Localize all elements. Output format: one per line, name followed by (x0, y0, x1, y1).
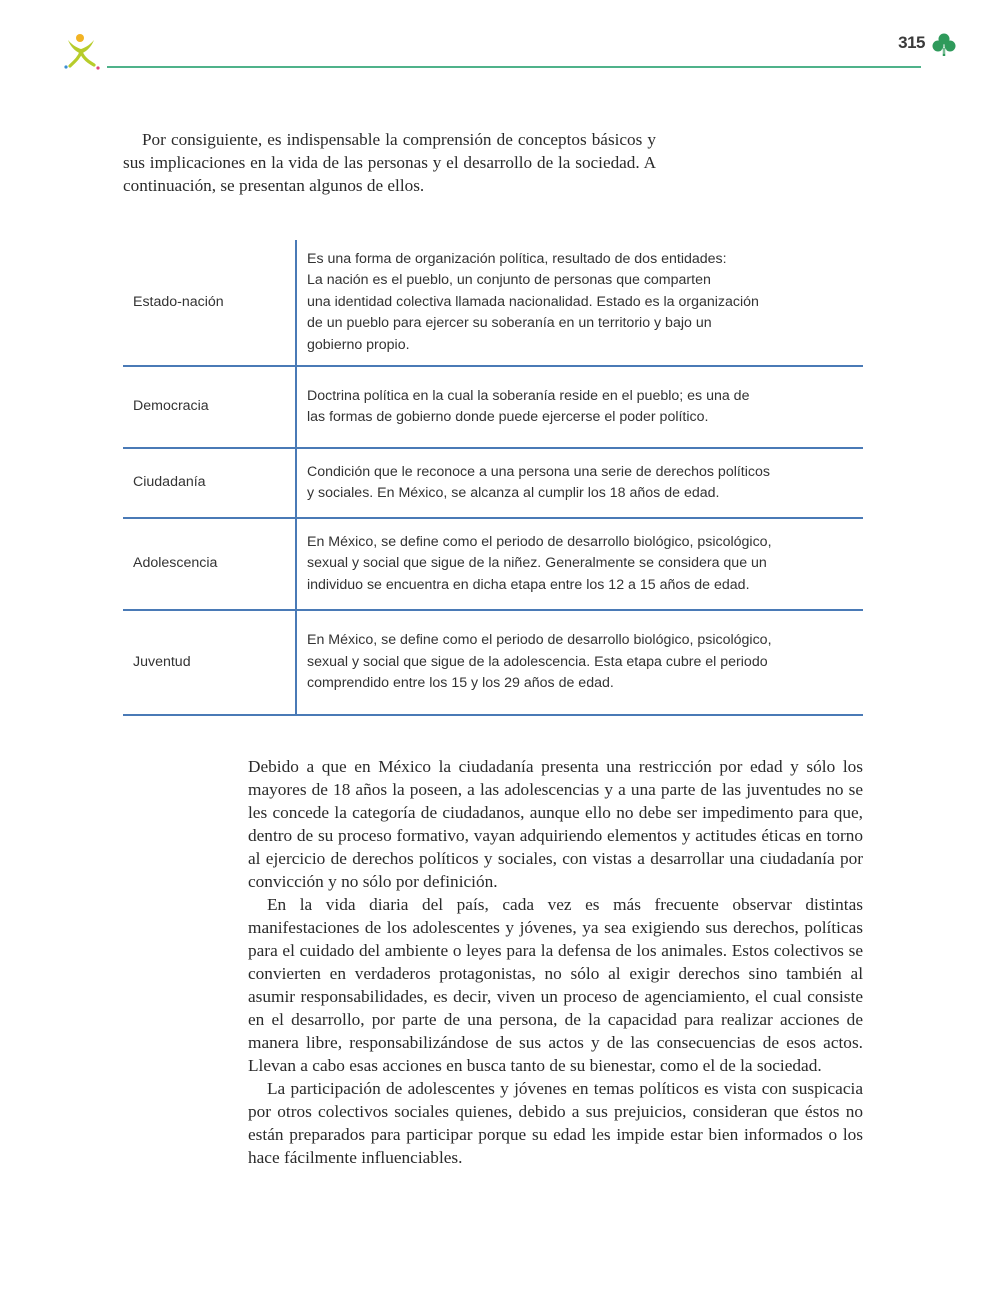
glossary-row (123, 366, 863, 448)
intro-text: Por consiguiente, es indispensable la comprensión de conceptos básicos y sus implicaciones en la vida de las personas y el desarrollo de la sociedad. A continuación, se presentan algunos de ellos. (123, 130, 656, 195)
person-leaf-logo-icon (62, 32, 102, 72)
glossary-definition (296, 240, 863, 366)
glossary-row (123, 610, 863, 715)
glossary-definition (296, 518, 863, 610)
glossary-definition (296, 610, 863, 715)
body-paragraph: La participación de adolescentes y jóvenes en temas políticos es vista con suspicacia por otros colectivos sociales quienes, debido a sus prejuicios, consideran que éstos no están preparados para participar porque su edad les impide estar bien informados o los hace fácilmente influenciables. (248, 1079, 863, 1167)
glossary-term: Adolescencia (123, 518, 296, 610)
glossary-row (123, 240, 863, 366)
glossary-term: Ciudadanía (123, 448, 296, 518)
definition-line: individuo se encuentra en dicha etapa entre los 12 a 15 años de edad. (307, 576, 750, 593)
body-paragraph: En la vida diaria del país, cada vez es más frecuente observar distintas manifestaciones de los adolescentes y jóvenes, ya sea exigiendo sus derechos, políticas para el cuidado del ambiente o leyes para la defensa de los animales. Estos colectivos se convierten en verdaderos protagonistas, no sólo al exigir derechos sino también al asumir responsabilidades, es decir, viven un proceso de agenciamiento, el cual consiste en el desarrollo, por parte de una persona, de la capacidad para realizar acciones de manera libre, responsabilizándose de sus actos y de las consecuencias de esos actos. Llevan a cabo esas acciones en busca tanto de su bienestar, como el de la sociedad. (248, 895, 863, 1075)
glossary-row (123, 518, 863, 610)
definition-line: gobierno propio. (307, 336, 410, 353)
definition-line: de un pueblo para ejercer su soberanía en un territorio y bajo un (307, 315, 712, 332)
definition-line: comprendido entre los 15 y los 29 años de edad. (307, 675, 614, 692)
glossary-term: Estado-nación (123, 240, 296, 366)
definition-line: las formas de gobierno donde puede ejercerse el poder político. (307, 409, 709, 425)
page-number: 315 (898, 33, 925, 52)
glossary-row (123, 448, 863, 518)
definition-line: Condición que le reconoce a una persona una serie de derechos políticos (307, 463, 770, 480)
glossary-term: Juventud (123, 610, 296, 715)
definition-line: Es una forma de organización política, resultado de dos entidades: (307, 250, 727, 267)
glossary-definition (296, 448, 863, 518)
definition-line: La nación es el pueblo, un conjunto de personas que comparten (307, 272, 711, 289)
definition-line: una identidad colectiva llamada nacionalidad. Estado es la organización (307, 293, 759, 310)
definition-line: Doctrina política en la cual la soberanía reside en el pueblo; es una de (307, 387, 750, 404)
glossary-definition (296, 366, 863, 448)
glossary-term: Democracia (123, 366, 296, 448)
definition-line: sexual y social que sigue de la niñez. Generalmente se considera que un (307, 555, 767, 572)
definition-line: En México, se define como el periodo de desarrollo biológico, psicológico, (307, 632, 772, 649)
header-rule (107, 66, 921, 68)
definition-line: sexual y social que sigue de la adolescencia. Esta etapa cubre el periodo (307, 653, 768, 670)
intro-paragraph (123, 128, 656, 197)
clover-icon (931, 32, 957, 58)
body-paragraph: Debido a que en México la ciudadanía presenta una restricción por edad y sólo los mayores de 18 años la poseen, a las adolescencias y a una parte de las juventudes no se les concede la categoría de ciudadanos, aunque ello no debe ser impedimento para que, dentro de su proceso formativo, vayan adquiriendo elementos y actitudes éticas en torno al ejercicio de derechos políticos y sociales, con vistas a desarrollar una ciudadanía por convicción y no sólo por definición. (248, 757, 863, 891)
glossary-table (123, 240, 863, 716)
body-text (248, 755, 863, 1169)
definition-line: En México, se define como el periodo de desarrollo biológico, psicológico, (307, 533, 772, 550)
definition-line: y sociales. En México, se alcanza al cumplir los 18 años de edad. (307, 485, 720, 501)
